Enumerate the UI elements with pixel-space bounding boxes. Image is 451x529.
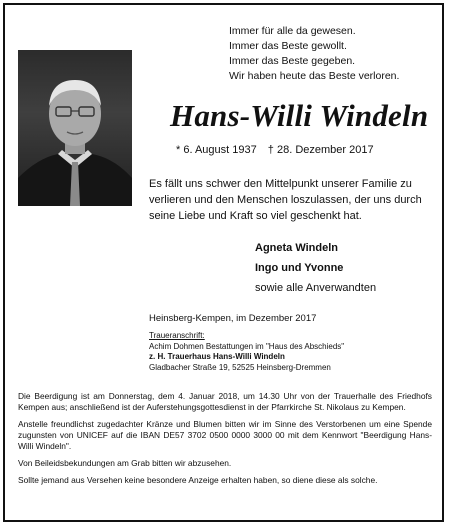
mourning-address [149,331,344,373]
portrait-photo [18,50,132,206]
poem-line: Immer das Beste gegeben. [229,55,356,67]
mourning-message: Es fällt uns schwer den Mittelpunkt unserer Familie zu verlieren und den Menschen loszulassen, der uns durch seine Liebe und Kraft so viel geschenkt hat. [149,178,422,222]
family-signatures [255,238,376,298]
details-paragraph: Sollte jemand aus Versehen keine besondere Anzeige erhalten haben, so diene diese als solche. [18,475,378,485]
family-member: Agneta Windeln [255,242,339,254]
family-member: Ingo und Yvonne [255,262,344,274]
poem-line: Immer für alle da gewesen. [229,25,356,37]
family-relatives: sowie alle Anverwandten [255,282,377,294]
address-line: z. H. Trauerhaus Hans-Willi Windeln [149,352,285,361]
poem-line: Immer das Beste gewollt. [229,40,347,52]
poem-line: Wir haben heute das Beste verloren. [229,70,400,82]
address-heading: Traueranschrift: [149,331,205,340]
deceased-name: Hans-Willi Windeln [170,98,429,133]
details-paragraph: Die Beerdigung ist am Donnerstag, dem 4. Januar 2018, um 14.30 Uhr von der Trauerhalle des Friedhofs Kempen aus; anschließend ist der Auferstehungsgottesdienst in der Pfarrkirche St. Nikolaus zu Kempen. [18,391,432,412]
funeral-details [18,391,432,492]
birth-date: * 6. August 1937 [176,144,257,156]
address-line: Achim Dohmen Bestattungen im "Haus des Abschieds" [149,341,345,351]
address-line: Gladbacher Straße 19, 52525 Heinsberg-Dremmen [149,362,331,372]
life-dates [176,144,382,156]
place-date: Heinsberg-Kempen, im Dezember 2017 [149,313,317,324]
poem [229,24,399,84]
details-paragraph: Von Beileidsbekundungen am Grab bitten wir abzusehen. [18,458,232,468]
death-date: † 28. Dezember 2017 [267,144,374,156]
details-paragraph: Anstelle freundlichst zugedachter Kränze und Blumen bitten wir im Sinne des Verstorbenen um eine Spende zugunsten von UNICEF auf die IBAN DE57 3702 0500 0000 3000 00 mit dem Kennwort "Beerdigung Hans-Willi Windeln". [18,419,432,451]
